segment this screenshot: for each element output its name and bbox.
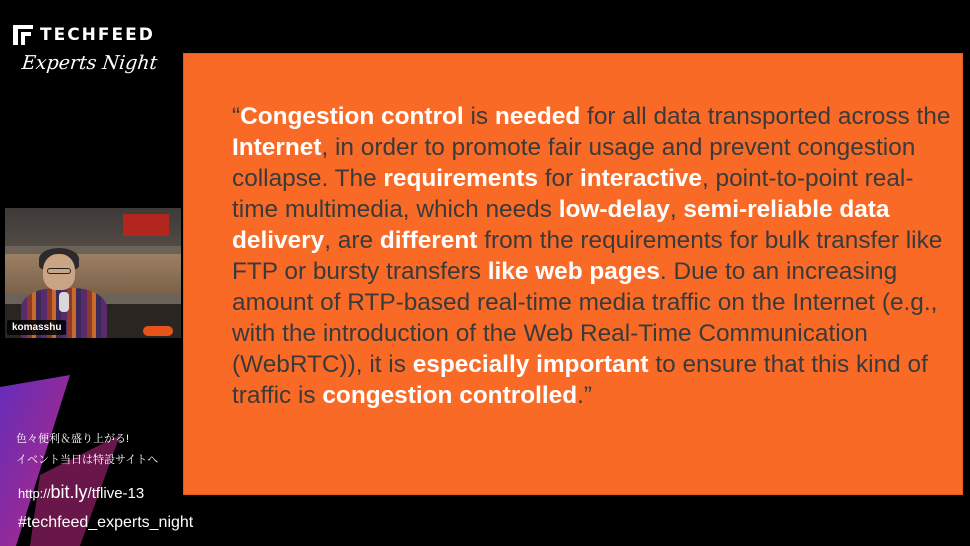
highlighted-phrase: congestion controlled (322, 382, 578, 409)
highlighted-phrase: like web pages (487, 258, 660, 285)
highlighted-phrase: different (379, 227, 478, 254)
presentation-slide (184, 54, 962, 494)
speaker-webcam (5, 208, 181, 338)
quote-segment: from the requirements for bulk transfer like FTP or bursty transfers (232, 227, 943, 285)
url-protocol: http:// (18, 486, 51, 501)
quote-segment: , in order to promote fair usage and prevent congestion collapse. The (232, 134, 916, 192)
quote-segment: .” (577, 382, 593, 409)
quote-segment: for all data transported across the (580, 103, 951, 130)
quote-segment: , are (324, 227, 380, 254)
highlighted-phrase: Congestion control (240, 103, 464, 130)
quote-segment: , (669, 196, 684, 223)
event-hashtag: #techfeed_experts_night (18, 514, 194, 531)
speaker-name-label: komasshu (7, 320, 66, 335)
brand-subtitle: Experts Night (20, 52, 159, 74)
promo-line-2: イベント当日は特設サイトへ (16, 454, 159, 466)
highlighted-phrase: low-delay (558, 196, 670, 223)
techfeed-mark-icon (12, 24, 34, 46)
highlighted-phrase: interactive (579, 165, 702, 192)
quote-segment: for (537, 165, 580, 192)
quote-segment: to ensure that this kind of traffic is (232, 351, 928, 409)
url-path: /tflive-13 (87, 485, 145, 502)
event-url (18, 482, 144, 503)
brand-name: TECHFEED (40, 25, 155, 45)
techfeed-logo (12, 24, 157, 74)
quote-segment: “ (232, 103, 241, 130)
quote-segment: , point-to-point real-time multimedia, which needs (232, 165, 914, 223)
highlighted-phrase: needed (494, 103, 581, 130)
highlighted-phrase: semi-reliable data delivery (232, 196, 890, 254)
quote-segment: . Due to an increasing amount of RTP-based real-time media traffic on the Internet (e.g., with the introduction of the Web Real-Time Communication (WebRTC)), it is (232, 258, 938, 378)
highlighted-phrase: especially important (412, 351, 649, 378)
quote-segment: is (463, 103, 495, 130)
url-domain: bit.ly (50, 482, 88, 502)
slide-quote-text (232, 101, 952, 411)
promo-line-1: 色々便利＆盛り上がる! (16, 433, 130, 445)
highlighted-phrase: requirements (383, 165, 538, 192)
highlighted-phrase: Internet (232, 134, 322, 161)
